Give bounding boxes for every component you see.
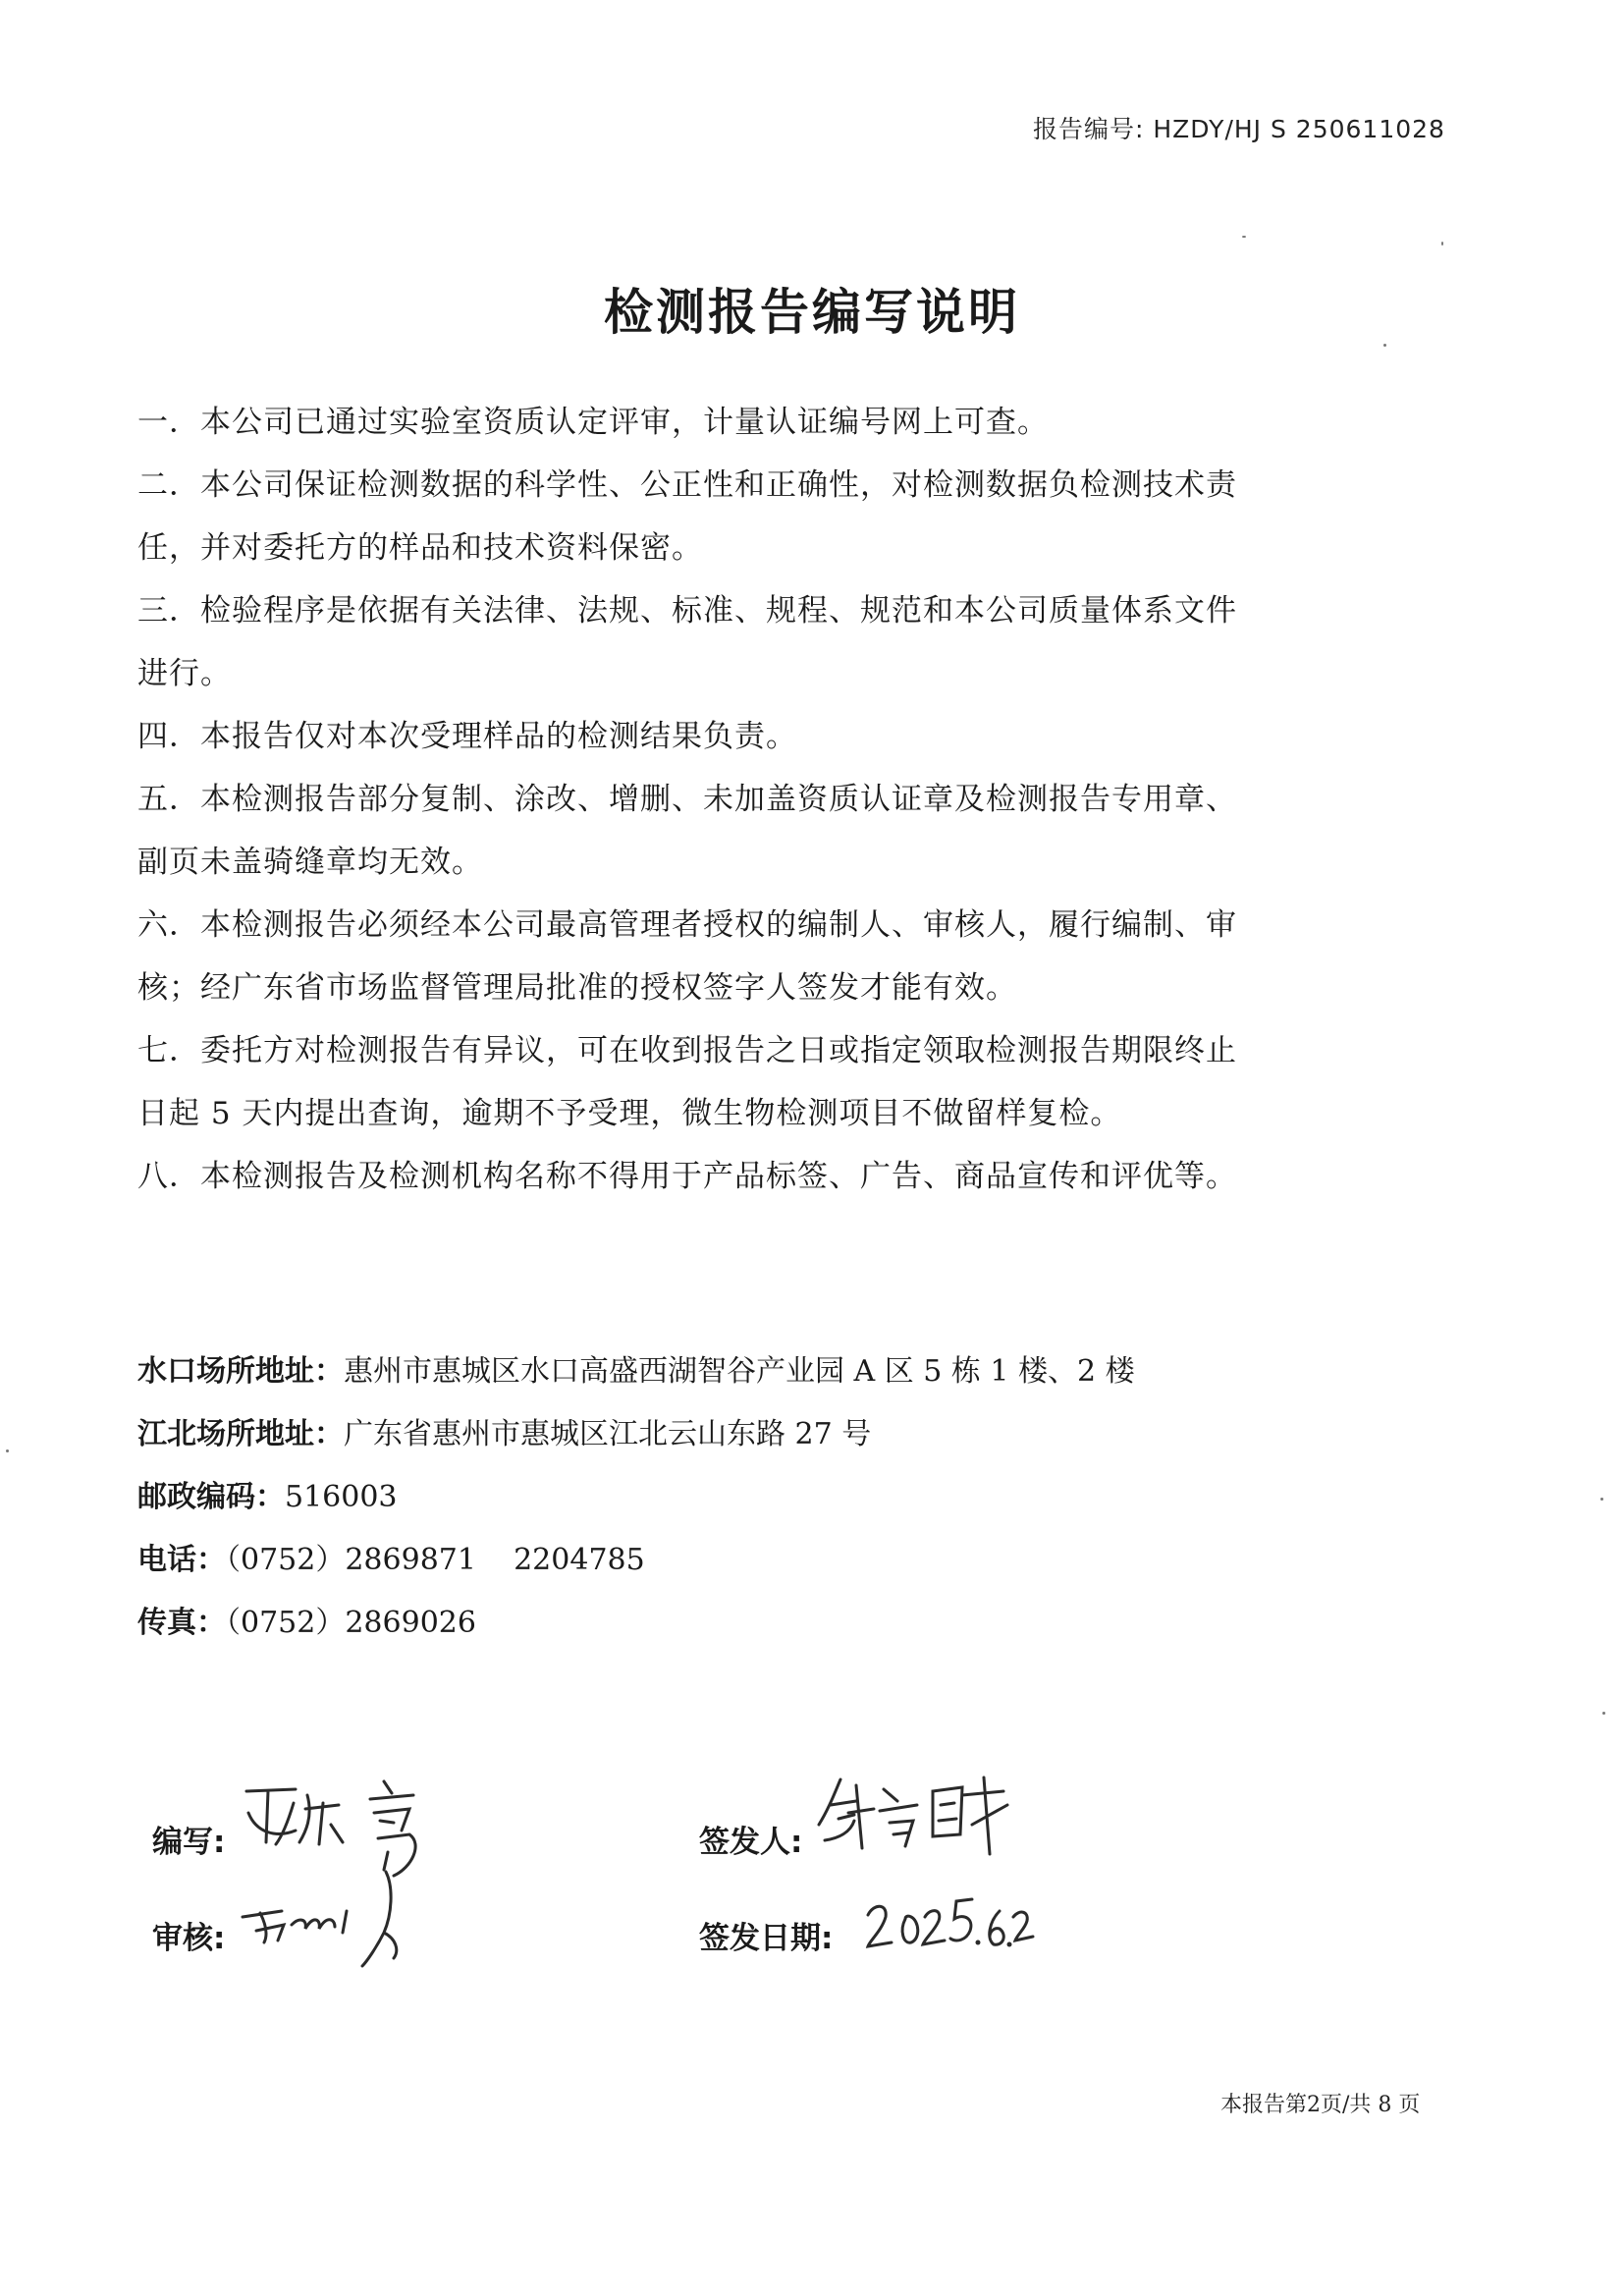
note-item-8: 八．本检测报告及检测机构名称不得用于产品标签、广告、商品宣传和评优等。 — [137, 1159, 1237, 1194]
postcode-value: 516003 — [285, 1480, 398, 1514]
contact-info — [137, 1340, 1316, 1655]
scan-speck — [1602, 1712, 1605, 1715]
issue-date-label: 签发日期: — [699, 1921, 834, 1956]
note-item-7: 七．委托方对检测报告有异议，可在收到报告之日或指定领取检测报告期限终止日起 5 天内提出查询，逾期不予受理，微生物检测项目不做留样复检。 — [137, 1033, 1237, 1131]
fax-value: （0752）2869026 — [226, 1606, 476, 1640]
scan-speck — [6, 1449, 9, 1452]
author-signature-row — [152, 1817, 225, 1861]
issue-date-handwritten — [862, 1886, 1039, 1964]
issuer-signature-row — [699, 1817, 802, 1861]
fax-label: 传真： — [137, 1606, 226, 1640]
issue-date-row — [699, 1913, 833, 1957]
issuer-label: 签发人: — [699, 1825, 803, 1860]
page-footer: 本报告第2页/共 8 页 — [1220, 2093, 1421, 2117]
report-number: 报告编号: HZDY/HJ S 250611028 — [1033, 115, 1445, 143]
scan-speck — [1441, 242, 1443, 246]
phone-label: 电话： — [137, 1543, 226, 1577]
shuikou-address-value: 惠州市惠城区水口高盛西湖智谷产业园 A 区 5 栋 1 楼、2 楼 — [344, 1354, 1135, 1389]
note-item-6: 六．本检测报告必须经本公司最高管理者授权的编制人、审核人，履行编制、审核；经广东省市场监督管理局批准的授权签字人签发才能有效。 — [137, 907, 1237, 1006]
note-item-4: 四．本报告仅对本次受理样品的检测结果负责。 — [137, 719, 797, 754]
scan-speck — [1383, 344, 1386, 347]
note-item-1: 一．本公司已通过实验室资质认定评审，计量认证编号网上可查。 — [137, 405, 1049, 440]
jiangbei-address — [137, 1403, 1316, 1466]
jiangbei-address-value: 广东省惠州市惠城区江北云山东路 27 号 — [344, 1417, 872, 1451]
shuikou-address-label: 水口场所地址： — [137, 1354, 344, 1389]
scan-speck — [1600, 1498, 1603, 1501]
note-item-5: 五．本检测报告部分复制、涂改、增删、未加盖资质认证章及检测报告专用章、副页未盖骑缝章均无效。 — [137, 782, 1237, 880]
note-item-3: 三．检验程序是依据有关法律、法规、标准、规程、规范和本公司质量体系文件进行。 — [137, 593, 1237, 691]
fax — [137, 1592, 1316, 1655]
postcode-label: 邮政编码： — [137, 1480, 285, 1514]
scan-speck — [1242, 236, 1246, 238]
document-title: 检测报告编写说明 — [604, 284, 1020, 341]
postcode — [137, 1466, 1316, 1529]
reviewer-handwritten-signature — [239, 1864, 415, 1972]
reviewer-label: 审核: — [152, 1921, 226, 1956]
notes-list — [137, 391, 1267, 1208]
shuikou-address — [137, 1340, 1316, 1403]
reviewer-signature-row — [152, 1913, 225, 1957]
author-label: 编写: — [152, 1825, 226, 1860]
issuer-handwritten-signature — [815, 1766, 1021, 1874]
jiangbei-address-label: 江北场所地址： — [137, 1417, 344, 1451]
note-item-2: 二．本公司保证检测数据的科学性、公正性和正确性，对检测数据负检测技术责任，并对委托方的样品和技术资料保密。 — [137, 467, 1237, 566]
phone-value: （0752）2869871 2204785 — [226, 1543, 645, 1577]
phone — [137, 1529, 1316, 1592]
